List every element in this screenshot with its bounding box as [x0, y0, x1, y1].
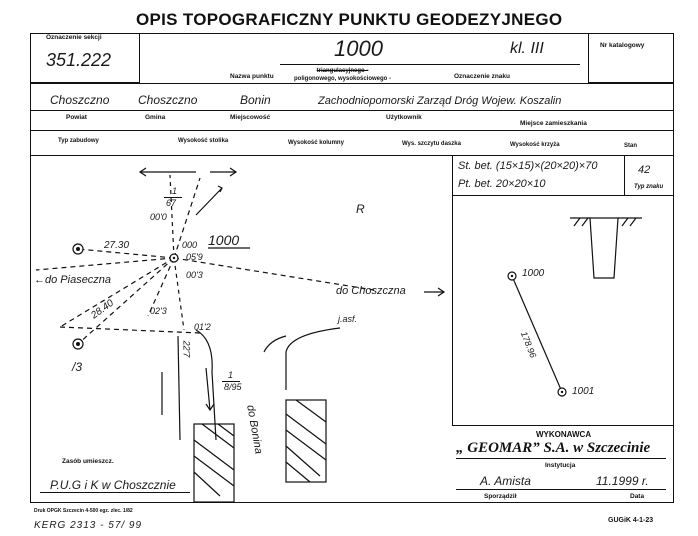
type-options: triangulacyjnego - poligonowego, wysokościowego -	[294, 68, 392, 82]
uzytkownik-label: Użytkownik	[386, 114, 422, 121]
m-012: 01'2	[194, 322, 211, 332]
gmina-label: Gmina	[145, 114, 166, 121]
wys-kolumny-label: Wysokość kolumny	[288, 140, 344, 146]
gmina-value: Choszczno	[138, 93, 198, 107]
data-label: Data	[630, 493, 645, 500]
frac1-num: 1	[172, 186, 178, 196]
zasob-label: Zasób umieszcz.	[62, 458, 114, 465]
form-code: GUGiK 4-1-23	[608, 517, 654, 524]
sketch-point-1000: 1000	[208, 232, 240, 248]
page-title: OPIS TOPOGRAFICZNY PUNKTU GEODEZYJNEGO	[136, 10, 563, 29]
data-value: 11.1999 r.	[596, 474, 649, 488]
zasob-value: P.U.G i K w Choszcznie	[50, 478, 176, 492]
wys-krzyza-label: Wysokość krzyża	[510, 142, 560, 148]
frac2-den: 8/95	[224, 382, 242, 392]
wykonawca-value: „ GEOMAR” S.A. w Szczecinie	[456, 440, 651, 456]
wys-stolika-label: Wysokość stolika	[178, 138, 229, 144]
point-number: 1000	[334, 36, 383, 61]
typ-zabudowy-label: Typ zabudowy	[58, 138, 99, 144]
wykonawca-label: WYKONAWCA	[536, 430, 592, 439]
typ-znaku: Typ znaku	[634, 184, 664, 190]
dist-2730: 27.30	[104, 240, 130, 251]
powiat-value: Choszczno	[50, 93, 110, 107]
stan-label: Stan	[624, 143, 638, 149]
mark-3: /3	[72, 360, 83, 374]
rp-point-1000: 1000	[522, 268, 545, 279]
sporzadzil-label: Sporządził	[484, 493, 517, 500]
station-value: 351.222	[46, 50, 112, 70]
frac2-num: 1	[228, 370, 234, 380]
sporzadzil-value: A. Amista	[480, 474, 531, 488]
m-003: 00'3	[186, 270, 203, 280]
catalog-label: Nr katalogowy	[600, 42, 645, 49]
miejsce-label: Miejsce zamieszkania	[520, 120, 587, 127]
m-000b: 000	[182, 240, 198, 250]
r-label: R	[356, 202, 365, 216]
station-label: Oznaczenie sekcji	[46, 34, 102, 41]
m-227: 22'7	[181, 340, 192, 358]
print-note: Druk OPGK Szczecin 4-500 egz. zlec. 1/82	[34, 508, 133, 514]
uzytkownik-value: Zachodniopomorski Zarząd Dróg Wojew. Koszalin	[318, 95, 562, 107]
dir-piaseczno: ←do Piaseczna	[34, 274, 112, 286]
m-000: 00'0	[150, 212, 167, 222]
m-023: 02'3	[150, 306, 167, 316]
miejscowosc-label: Miejscowość	[230, 114, 271, 121]
st-bet: St. bet. (15×15)×(20×20)×70	[458, 160, 598, 172]
m-059: 05'9	[186, 252, 203, 262]
rp-point-1001: 1001	[572, 386, 595, 397]
dist-2840: 28.40	[89, 297, 116, 322]
powiat-label: Powiat	[66, 114, 87, 121]
point-class: kl. III	[510, 40, 544, 57]
pt-bet: Pt. bet. 20×20×10	[458, 178, 546, 190]
instytucja-label: Instytucja	[545, 462, 576, 469]
asf-label: j.asf.	[338, 314, 358, 324]
mark-number: 42	[638, 164, 651, 176]
wys-daszka-label: Wys. szczytu daszka	[402, 141, 461, 147]
dir-choszczno: do Choszczna	[336, 285, 406, 297]
dir-bonin: do Bonina	[244, 404, 265, 455]
name-label: Nazwa punktu	[230, 73, 274, 80]
frac1-den: 67	[166, 198, 177, 208]
kerg-number: KERG 2313 - 57/ 99	[34, 520, 143, 531]
rp-distance: 178.96	[518, 330, 539, 360]
mark-label: Oznaczenie znaku	[454, 73, 510, 80]
miejscowosc-value: Bonin	[240, 93, 271, 107]
